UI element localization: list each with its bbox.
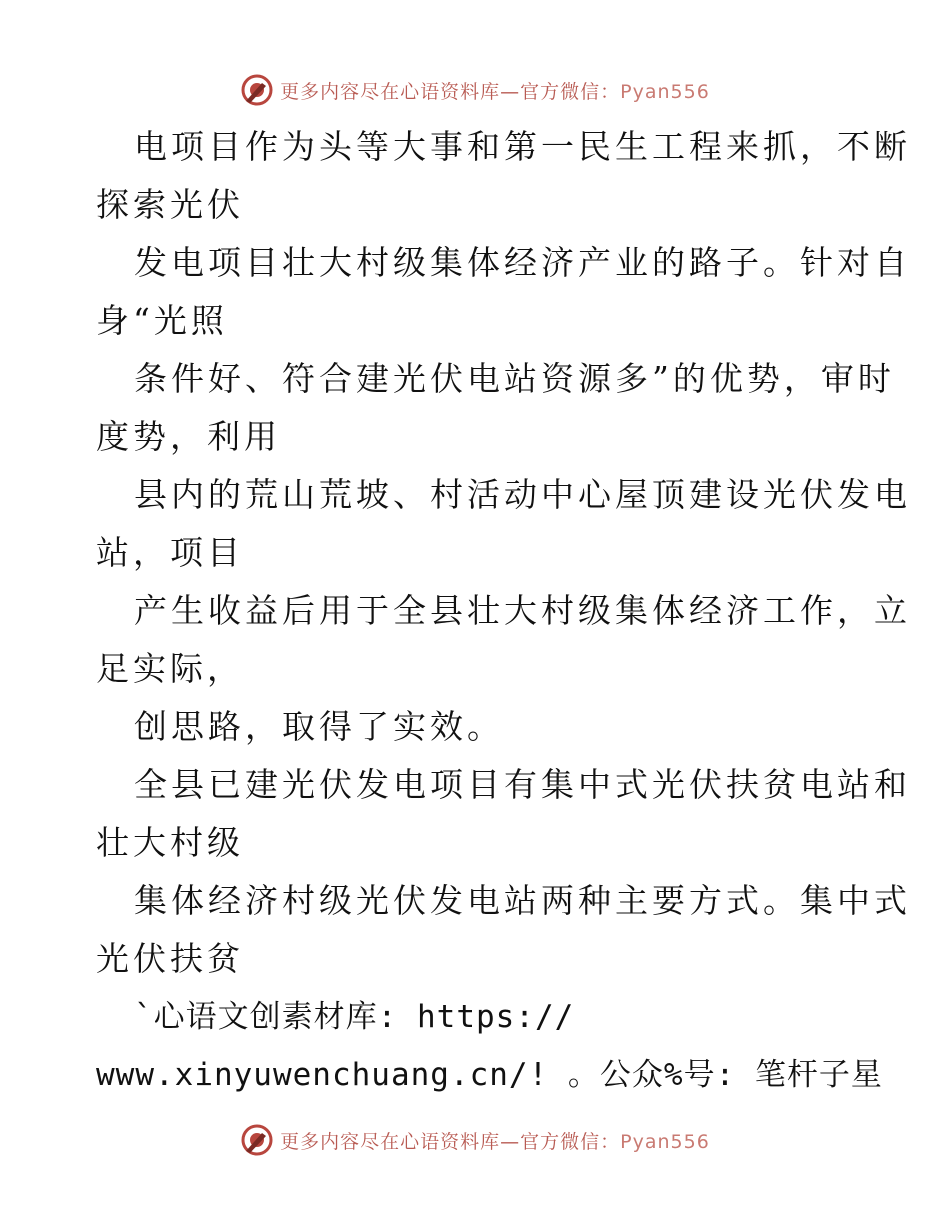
- paragraph-line: 度势，利用: [96, 417, 281, 456]
- banner-text: 更多内容尽在心语资料库—官方微信：Pyan556: [280, 80, 710, 103]
- paragraph-line: 探索光伏: [96, 185, 244, 224]
- paragraph-line: 产生收益后用于全县壮大村级集体经济工作，立: [134, 591, 911, 630]
- paragraph-line: 条件好、符合建光伏电站资源多”的优势，审时: [134, 359, 895, 398]
- pen-logo-icon: [240, 73, 274, 107]
- wechat-id: Pyan556: [620, 1130, 710, 1153]
- paragraph-line: 集体经济村级光伏发电站两种主要方式。集中式: [134, 881, 911, 920]
- document-body: [96, 118, 911, 1104]
- paragraph-line: 发电项目壮大村级集体经济产业的路子。针对自: [134, 243, 911, 282]
- paragraph-line: 电项目作为头等大事和第一民生工程来抓，不断: [134, 127, 911, 166]
- header-banner: [0, 70, 950, 110]
- paragraph-line: 壮大村级: [96, 823, 244, 862]
- paragraph-line: 县内的荒山荒坡、村活动中心屋顶建设光伏发电: [134, 475, 911, 514]
- footer-banner: [0, 1120, 950, 1160]
- paragraph-line: 光伏扶贫: [96, 939, 244, 978]
- paragraph-line: 足实际，: [96, 649, 244, 688]
- banner-text: 更多内容尽在心语资料库—官方微信：Pyan556: [280, 1130, 710, 1153]
- paragraph-line: 全县已建光伏发电项目有集中式光伏扶贫电站和: [134, 765, 911, 804]
- source-line: `心语文创素材库: https://: [134, 999, 575, 1035]
- paragraph-line: 创思路，取得了实效。: [134, 707, 504, 746]
- pen-logo-icon: [240, 1123, 274, 1157]
- source-line: www.xinyuwenchuang.cn/! 。公众%号: 笔杆子星: [96, 1057, 883, 1093]
- paragraph-line: 身“光照: [96, 301, 228, 340]
- paragraph-line: 站，项目: [96, 533, 244, 572]
- wechat-id: Pyan556: [620, 80, 710, 103]
